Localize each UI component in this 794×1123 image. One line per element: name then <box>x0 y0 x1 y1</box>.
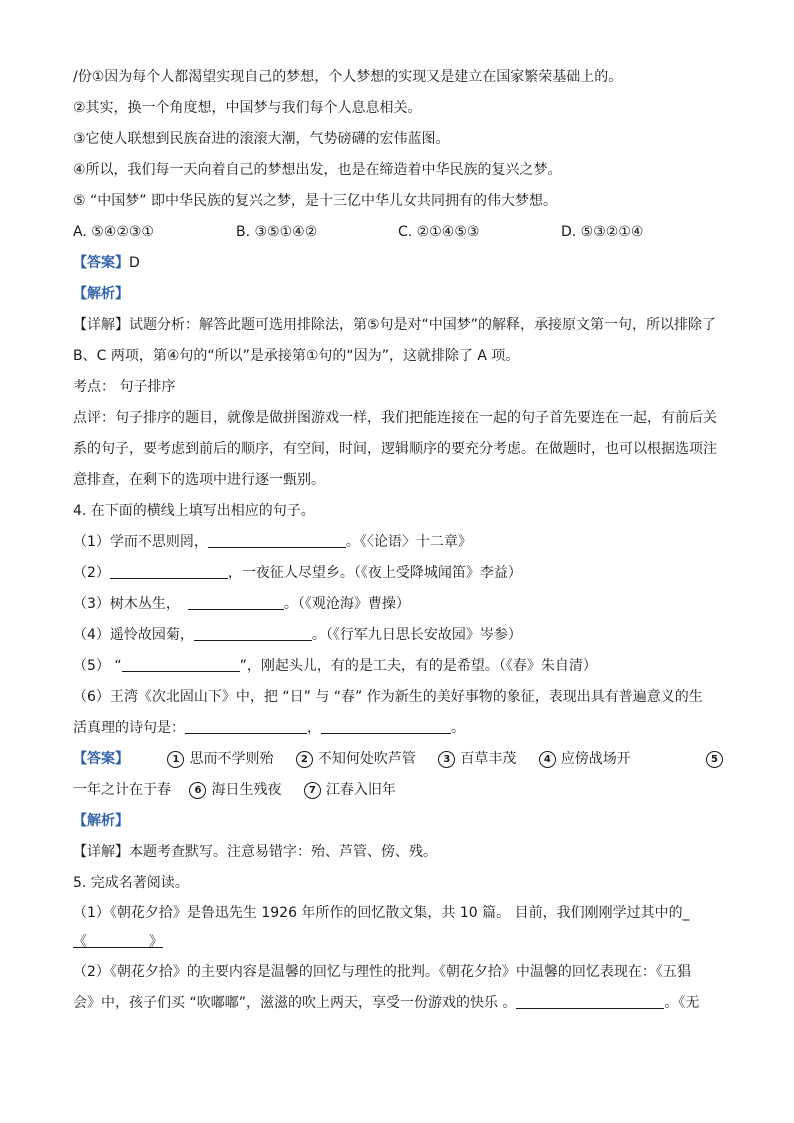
q3-options <box>73 217 723 248</box>
q4-item-6-end: 。 <box>451 720 465 736</box>
q4-item-3-source: 。（《观沧海》曹操） <box>283 596 410 612</box>
q3-answer-line <box>73 248 723 279</box>
q4-answer-5-text: 一年之计在于春 <box>73 782 171 798</box>
q4-answer-1 <box>167 744 273 775</box>
q4-item-6-line-2 <box>73 713 723 744</box>
q4-item-2-prefix: （2） <box>73 565 110 581</box>
q3-option-a: A. ⑤④②③① <box>73 224 154 240</box>
q4-item-1 <box>73 527 723 558</box>
q4-answer-4 <box>539 744 631 775</box>
q5-p2-prefix: 会》中，孩子们买 “吹嘟嘟”，滋滋的吹上两天，享受一份游戏的快乐 。 <box>73 995 517 1011</box>
q4-item-6-comma: ， <box>307 720 321 736</box>
q3-detail-line-2: B、C 两项，第④句的“所以”是承接第①句的“因为”，这就排除了 A 项。 <box>73 348 520 364</box>
q3-kaodian: 考点： 句子排序 <box>73 379 176 395</box>
q4-analysis-line <box>73 806 723 837</box>
q4-blank-2 <box>110 562 228 579</box>
q4-answer-7-text: 江春入旧年 <box>325 782 396 798</box>
circled-number-icon: 7 <box>304 782 321 799</box>
q4-item-5 <box>73 651 723 682</box>
q4-item-1-prefix: （1）学而不思则罔， <box>73 534 208 550</box>
q4-answer-3 <box>438 744 516 775</box>
q5-p2-line-1: （2）《朝花夕拾》的主要内容是温馨的回忆与理性的批判。《朝花夕拾》中温馨的回忆表现在：《五猖 <box>73 964 691 980</box>
q4-item-4 <box>73 620 723 651</box>
q3-answer-tag: 【答案】 <box>73 255 129 271</box>
q4-answer-5-marker <box>706 744 723 775</box>
q4-item-1-source: 。《〈论语〉十二章》 <box>345 534 472 550</box>
q3-option-c: C. ②①④⑤③ <box>398 224 480 240</box>
q5-p1-close: 》 <box>149 934 163 950</box>
q5-blank-1 <box>87 931 149 948</box>
q4-blank-6b <box>321 717 451 734</box>
q4-item-4-source: 。（《行军九日思长安故园》岑参） <box>311 627 522 643</box>
q3-sentence-4: ④所以，我们每一天向着自己的梦想出发，也是在缔造着中华民族的复兴之梦。 <box>73 162 562 178</box>
q4-answer-6-text: 海日生残夜 <box>211 782 282 798</box>
q3-detail-line-1 <box>73 310 723 341</box>
q5-blank-2 <box>516 992 664 1009</box>
q4-item-4-prefix: （4）遥怜故园菊， <box>73 627 194 643</box>
q4-blank-4 <box>194 624 312 641</box>
q5-p2-suffix: 。《无 <box>664 995 700 1011</box>
document-page <box>73 62 723 1019</box>
circled-number-icon: 4 <box>539 751 556 768</box>
q4-answer-2-text: 不知何处吹芦管 <box>317 751 416 767</box>
q4-answer-line-2 <box>73 775 723 806</box>
q3-detail-tag: 【详解】 <box>73 317 129 333</box>
q4-item-3-prefix: （3）树木丛生， <box>73 596 180 612</box>
q4-answer-4-text: 应傍战场开 <box>560 751 631 767</box>
circled-number-icon: 6 <box>189 782 206 799</box>
q3-dianping-3: 意排查，在剩下的选项中进行逐一甄别。 <box>73 472 325 488</box>
q4-blank-3 <box>188 593 284 610</box>
q4-item-3 <box>73 589 723 620</box>
q4-item-2-source: ，一夜征人尽望乡。（《夜上受降城闻笛》李益） <box>227 565 522 581</box>
q3-dianping-2: 系的句子，要考虑到前后的顺序，有空间，时间，逻辑顺序的要充分考虑。在做题时，也可以根据选项注 <box>73 441 717 457</box>
q3-sentence-1: /份①因为每个人都渴望实现自己的梦想，个人梦想的实现又是建立在国家繁荣基础上的。 <box>73 69 623 85</box>
circled-number-icon: 3 <box>438 751 455 768</box>
q4-item-6-line-1: （6）王湾《次北固山下》中，把 “日” 与 “春” 作为新生的美好事物的象征，表现出具有普遍意义的生 <box>73 689 703 705</box>
q5-p1-open: 《 <box>73 934 87 950</box>
q4-detail-text: 本题考查默写。注意易错字：殆、芦管、傍、残。 <box>129 844 437 860</box>
circled-number-icon: 2 <box>296 751 313 768</box>
q3-option-d: D. ⑤③②①④ <box>561 224 644 240</box>
q3-detail-text-1: 试题分析：解答此题可选用排除法，第⑤句是对“中国梦”的解释，承接原文第一句，所以排除了 <box>129 317 717 333</box>
q5-p2-line-2 <box>73 988 723 1019</box>
q4-answer-2 <box>296 744 416 775</box>
q4-answer-tag: 【答案】 <box>73 751 129 767</box>
q4-detail-tag: 【详解】 <box>73 844 129 860</box>
q4-blank-6a <box>185 717 307 734</box>
q3-sentence-2: ②其实，换一个角度想，中国梦与我们每个人息息相关。 <box>73 100 422 116</box>
q4-item-5-prefix: （5） “ <box>73 658 122 674</box>
q4-answer-line-1 <box>73 744 723 775</box>
q4-answer-1-text: 思而不学则殆 <box>189 751 274 767</box>
q4-answer-7 <box>304 775 396 806</box>
q4-title: 4. 在下面的横线上填写出相应的句子。 <box>73 503 315 519</box>
q3-analysis-line <box>73 279 723 310</box>
q5-p1: （1）《朝花夕拾》是鲁迅先生 1926 年所作的回忆散文集，共 10 篇。 目前，我们刚刚学过其中的_ <box>73 905 690 921</box>
q4-blank-5 <box>122 655 240 672</box>
q4-analysis-tag: 【解析】 <box>73 813 129 829</box>
q3-dianping-1: 点评：句子排序的题目，就像是做拼图游戏一样，我们把能连接在一起的句子首先要连在一起，有前后关 <box>73 410 717 426</box>
q3-sentence-5: ⑤ “中国梦” 即中华民族的复兴之梦，是十三亿中华儿女共同拥有的伟大梦想。 <box>73 193 557 209</box>
q5-p1-blank-line <box>73 928 723 957</box>
q3-analysis-tag: 【解析】 <box>73 286 129 302</box>
circled-number-icon: 5 <box>706 751 723 768</box>
q4-answer-3-text: 百草丰茂 <box>460 751 517 767</box>
circled-number-icon: 1 <box>167 751 184 768</box>
q4-item-2 <box>73 558 723 589</box>
q3-option-b: B. ③⑤①④② <box>236 224 318 240</box>
q4-blank-1 <box>208 531 346 548</box>
q5-title: 5. 完成名著阅读。 <box>73 875 189 891</box>
q3-sentence-3: ③它使人联想到民族奋进的滚滚大潮，气势磅礴的宏伟蓝图。 <box>73 131 450 147</box>
q4-item-5-source: ”，刚起头儿，有的是工夫，有的是希望。（《春》朱自清） <box>239 658 597 674</box>
q4-item-6-prefix: 活真理的诗句是： <box>73 720 185 736</box>
q4-answer-6 <box>189 775 281 806</box>
q4-detail-line <box>73 837 723 868</box>
q3-answer: D <box>129 255 140 271</box>
